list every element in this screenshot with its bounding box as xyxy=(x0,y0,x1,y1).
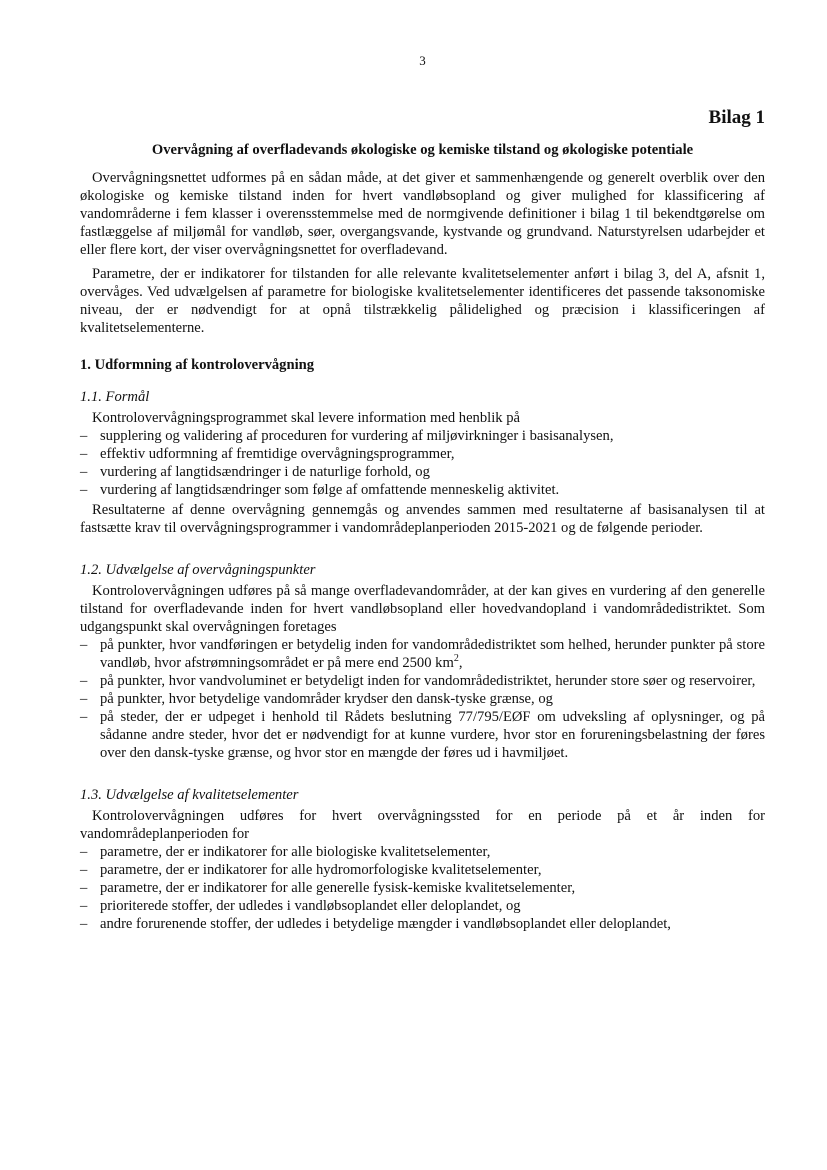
list-item-text: på steder, der er udpeget i henhold til Rådets beslutning 77/795/EØF om udveksling af oplysninger, og på sådanne andre steder, hvor det er nødvendigt for at kunne vurdere, hvor stor en forureningsbelastning der føres over den dansk-tyske grænse, og hvor stor en mængde der føres ud i havmiljøet. xyxy=(100,709,765,761)
list-item xyxy=(80,463,765,481)
section-1-2-heading: 1.2. Udvælgelse af overvågningspunkter xyxy=(80,562,316,578)
section-1-3-intro: Kontrolovervågningen udføres for hvert overvågningssted for en periode på et år inden for vandområdeplanperioden for xyxy=(80,808,765,842)
list-item xyxy=(80,445,765,463)
section-1-2-list xyxy=(80,636,765,762)
dash-bullet: – xyxy=(80,691,88,707)
list-item xyxy=(80,636,765,672)
intro-paragraph-1: Overvågningsnettet udformes på en sådan måde, at det giver et sammenhængende og generelt overblik over den økologiske og kemiske tilstand inden for hvert vandløbsopland og giver mulighed for klassificering af vandområderne i fem klasser i overensstemmelse med de normgivende definitioner i bilag 1 til bekendtgørelse om fastlæggelse af miljømål for vandløb, søer, overgangsvande, kystvande og grundvand. Naturstyrelsen udarbejder et eller flere kort, der viser overvågningsnettet for overfladevand. xyxy=(80,170,765,258)
section-1-1-list xyxy=(80,427,765,499)
list-item-text: supplering og validering af proceduren for vurdering af miljøvirkninger i basisanalysen, xyxy=(100,428,614,444)
dash-bullet: – xyxy=(80,844,88,860)
section-1-3-heading: 1.3. Udvælgelse af kvalitetselementer xyxy=(80,787,299,803)
dash-bullet: – xyxy=(80,428,88,444)
dash-bullet: – xyxy=(80,709,88,725)
dash-bullet: – xyxy=(80,898,88,914)
page-number: 3 xyxy=(419,53,426,68)
superscript: 2 xyxy=(453,653,459,665)
section-1-1-heading: 1.1. Formål xyxy=(80,389,150,405)
intro-paragraph-2: Parametre, der er indikatorer for tilstanden for alle relevante kvalitetselementer anført i bilag 3, del A, afsnit 1, overvåges. Ved udvælgelsen af parametre for biologiske kvalitetselementer identificeres det passende taksonomiske niveau, der er nødvendigt for at opnå tilstrækkelig pålidelighed og præcision i klassificeringen af kvalitetselementerne. xyxy=(80,266,765,336)
list-item-text: vurdering af langtidsændringer som følge af omfattende menneskelig aktivitet. xyxy=(100,482,560,498)
appendix-label: Bilag 1 xyxy=(708,107,765,128)
list-item-text: på punkter, hvor vandføringen er betydelig inden for vandområdedistriktet som helhed, herunder punkter på store vandløb, hvor afstrømningsområdet er på mere end 2500 km xyxy=(100,637,765,671)
list-item xyxy=(80,843,765,861)
list-item xyxy=(80,915,765,933)
list-item-text: parametre, der er indikatorer for alle hydromorfologiske kvalitetselementer, xyxy=(100,862,542,878)
list-item xyxy=(80,879,765,897)
dash-bullet: – xyxy=(80,464,88,480)
list-item-text: parametre, der er indikatorer for alle generelle fysisk-kemiske kvalitetselementer, xyxy=(100,880,576,896)
dash-bullet: – xyxy=(80,446,88,462)
list-item xyxy=(80,672,765,690)
list-item-text: vurdering af langtidsændringer i de naturlige forhold, og xyxy=(100,464,430,480)
list-item-text: andre forurenende stoffer, der udledes i betydelige mængder i vandløbsoplandet eller deloplandet, xyxy=(100,916,671,932)
section-1-3-list xyxy=(80,843,765,933)
list-item xyxy=(80,861,765,879)
dash-bullet: – xyxy=(80,916,88,932)
list-item-text: på punkter, hvor betydelige vandområder krydser den dansk-tyske grænse, og xyxy=(100,691,553,707)
list-item-text: på punkter, hvor vandvoluminet er betydeligt inden for vandområdedistriktet, herunder store søer og reservoirer, xyxy=(100,673,756,689)
dash-bullet: – xyxy=(80,862,88,878)
section-1-1-conclusion: Resultaterne af denne overvågning gennemgås og anvendes sammen med resultaterne af basisanalysen til at fastsætte krav til overvågningsprogrammer i vandområdeplanperioden 2015-2021 og de følgende perioder. xyxy=(80,502,765,536)
dash-bullet: – xyxy=(80,637,88,653)
dash-bullet: – xyxy=(80,482,88,498)
dash-bullet: – xyxy=(80,880,88,896)
list-item-text-end: , xyxy=(458,655,463,671)
list-item xyxy=(80,427,765,445)
document-body xyxy=(80,169,765,933)
list-item-text: parametre, der er indikatorer for alle biologiske kvalitetselementer, xyxy=(100,844,491,860)
list-item xyxy=(80,897,765,915)
document-title: Overvågning af overfladevands økologiske og kemiske tilstand og økologiske potentiale xyxy=(151,142,694,158)
section-1-2-intro: Kontrolovervågningen udføres på så mange overfladevandområder, at der kan gives en vurdering af den generelle tilstand for overfladevande inden for hvert vandløbsopland eller hovedvandopland i vandområdedistriktet. Som udgangspunkt skal overvågningen foretages xyxy=(80,583,765,635)
list-item xyxy=(80,708,765,762)
section-1-heading: 1. Udformning af kontrolovervågning xyxy=(80,357,315,373)
list-item-text: effektiv udformning af fremtidige overvågningsprogrammer, xyxy=(100,446,455,462)
list-item-text: prioriterede stoffer, der udledes i vandløbsoplandet eller deloplandet, og xyxy=(100,898,521,914)
list-item xyxy=(80,690,765,708)
dash-bullet: – xyxy=(80,673,88,689)
list-item xyxy=(80,481,765,499)
section-1-1-intro: Kontrolovervågningsprogrammet skal levere information med henblik på xyxy=(92,410,520,426)
